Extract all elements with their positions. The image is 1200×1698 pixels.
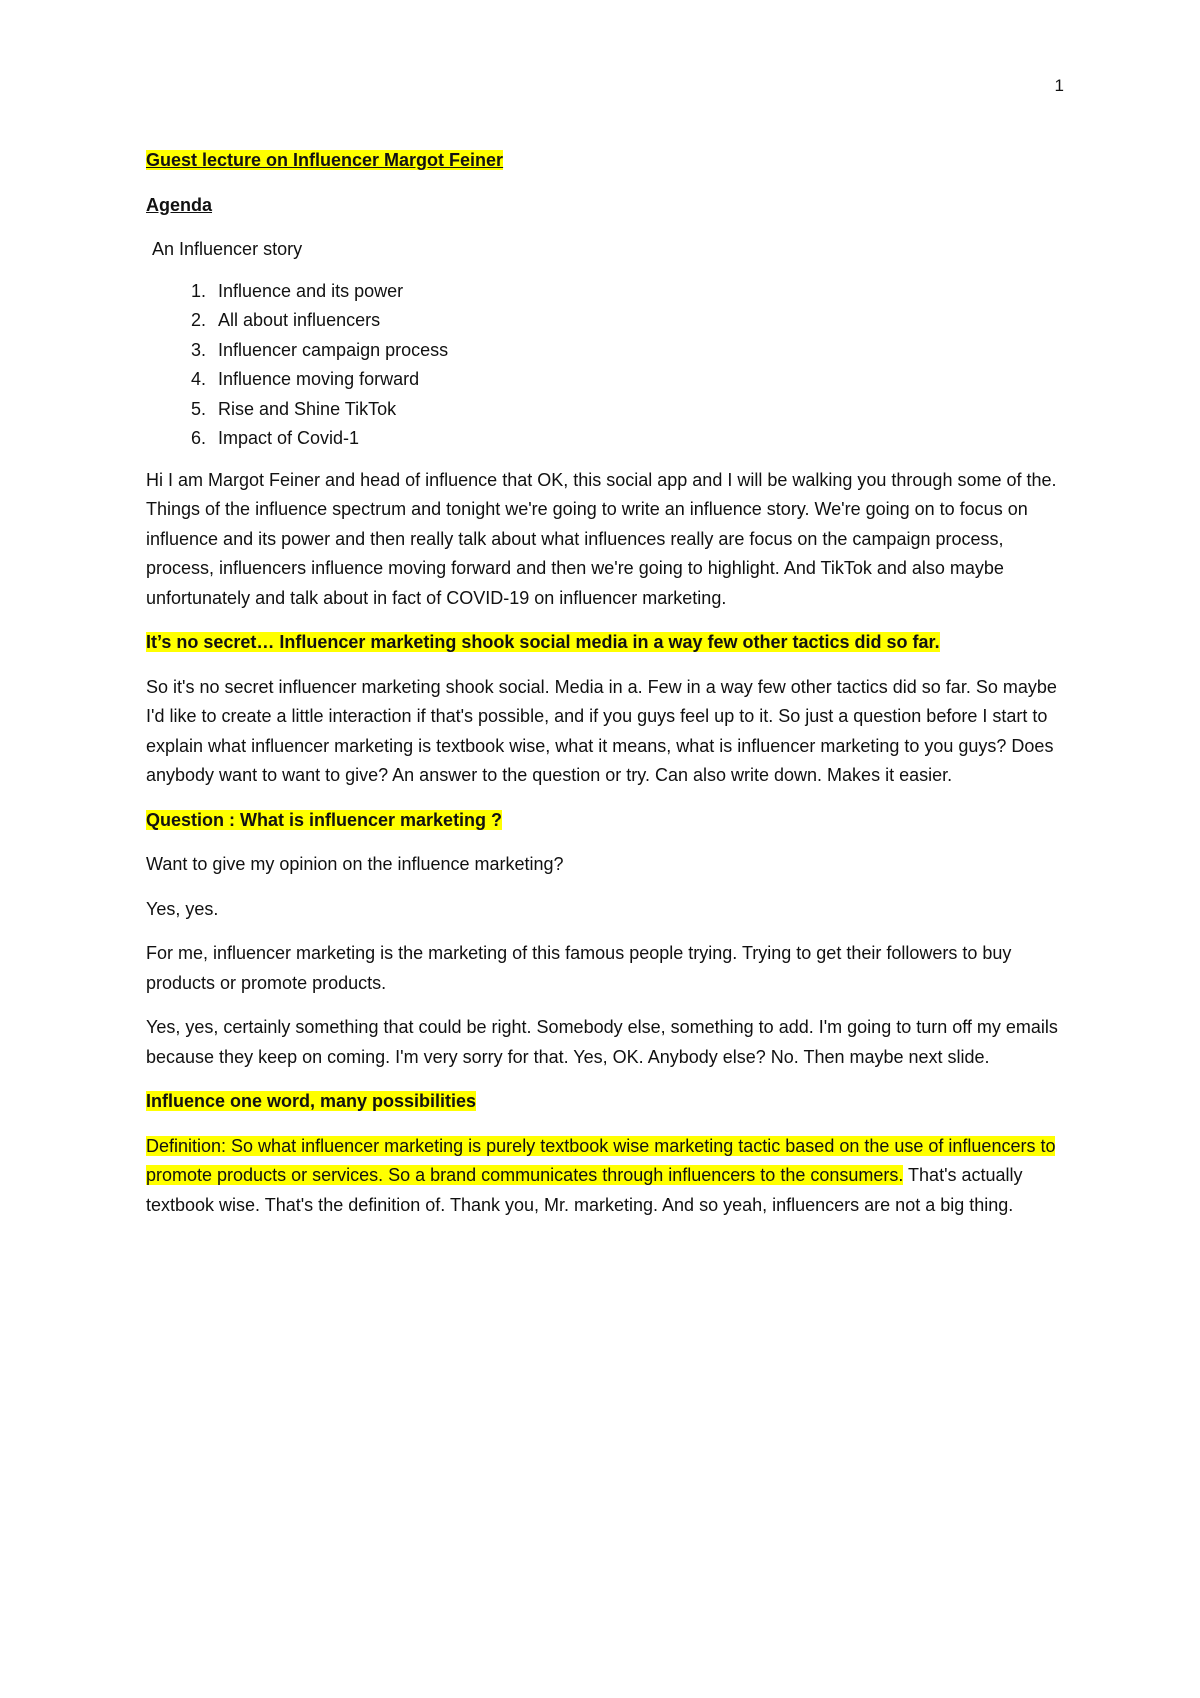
- list-item-label: Rise and Shine TikTok: [218, 398, 397, 419]
- definition-rest: That's actually textbook wise. That's the definition of. Thank you, Mr. marketing. And so yeah, influencers are not a big thing.: [146, 1165, 1023, 1215]
- list-item-number: 6.: [190, 428, 206, 448]
- dialogue-paragraph: For me, influencer marketing is the marketing of this famous people trying. Trying to get their followers to buy products or promote products.: [146, 943, 1012, 993]
- section-heading-text: Question : What is influencer marketing ?: [146, 809, 503, 830]
- list-item-label: Influence moving forward: [218, 369, 420, 389]
- section-paragraph: So it's no secret influencer marketing shook social. Media in a. Few in a way few other tactics did so far. So maybe I'd like to create a little interaction if that's possible, and if you guys feel up to it. So just a question before I start to explain what influencer marketing is textbook wise, what it means, what is influencer marketing to you guys? Does anybody want to want to give? An answer to the question or try. Can also write down. Makes it easier.: [146, 676, 1057, 785]
- page-number: 1: [1054, 76, 1064, 95]
- list-item-label: Impact of Covid-1: [218, 428, 360, 448]
- list-item: [146, 306, 1066, 336]
- section-heading-text: Influence one word, many possibilities: [146, 1091, 477, 1111]
- list-item-number: 3.: [190, 339, 206, 360]
- agenda-list: [146, 277, 1066, 454]
- definition-highlight: Definition: So what influencer marketing is purely textbook wise marketing tactic based on the use of influencers to promote products or services. So a brand communicates through influencers to the consumers.: [146, 1135, 1056, 1185]
- document-body: [146, 146, 1066, 1235]
- list-item-number: 5.: [190, 398, 206, 419]
- list-item-number: 4.: [190, 369, 206, 389]
- dialogue-paragraph: Yes, yes.: [146, 898, 219, 919]
- dialogue-paragraph: Yes, yes, certainly something that could be right. Somebody else, something to add. I'm going to turn off my emails because they keep on coming. I'm very sorry for that. Yes, OK. Anybody else? No. Then maybe next slide.: [146, 1017, 1058, 1067]
- list-item: [146, 365, 1066, 395]
- definition-paragraph: [146, 1132, 1066, 1221]
- list-item-label: Influence and its power: [218, 280, 404, 301]
- list-item: [146, 424, 1066, 454]
- list-item: [146, 336, 1066, 366]
- section-heading-question: [146, 806, 1066, 836]
- list-item-number: 2.: [190, 310, 206, 330]
- section-heading-influence: [146, 1087, 1066, 1117]
- list-item: [146, 277, 1066, 307]
- list-item-number: 1.: [190, 280, 206, 301]
- intro-paragraph: Hi I am Margot Feiner and head of influence that OK, this social app and I will be walking you through some of the. Things of the influence spectrum and tonight we're going to write an influence story. We're going on to focus on influence and its power and then really talk about what influences really are focus on the campaign process, process, influencers influence moving forward and then we're going to highlight. And TikTok and also maybe unfortunately and talk about in fact of COVID-19 on influencer marketing.: [146, 469, 1057, 608]
- agenda-heading: Agenda: [146, 194, 213, 215]
- document-title-text: Guest lecture on Influencer Margot Feiner: [146, 150, 504, 170]
- agenda-intro: An Influencer story: [152, 239, 303, 259]
- section-heading-secret: [146, 628, 1066, 658]
- document-title: [146, 146, 1066, 176]
- section-heading-text: It’s no secret… Influencer marketing shook social media in a way few other tactics did so far.: [146, 632, 940, 652]
- list-item-label: Influencer campaign process: [218, 339, 449, 360]
- list-item: [146, 395, 1066, 425]
- list-item-label: All about influencers: [218, 310, 381, 330]
- dialogue-paragraph: Want to give my opinion on the influence marketing?: [146, 854, 564, 874]
